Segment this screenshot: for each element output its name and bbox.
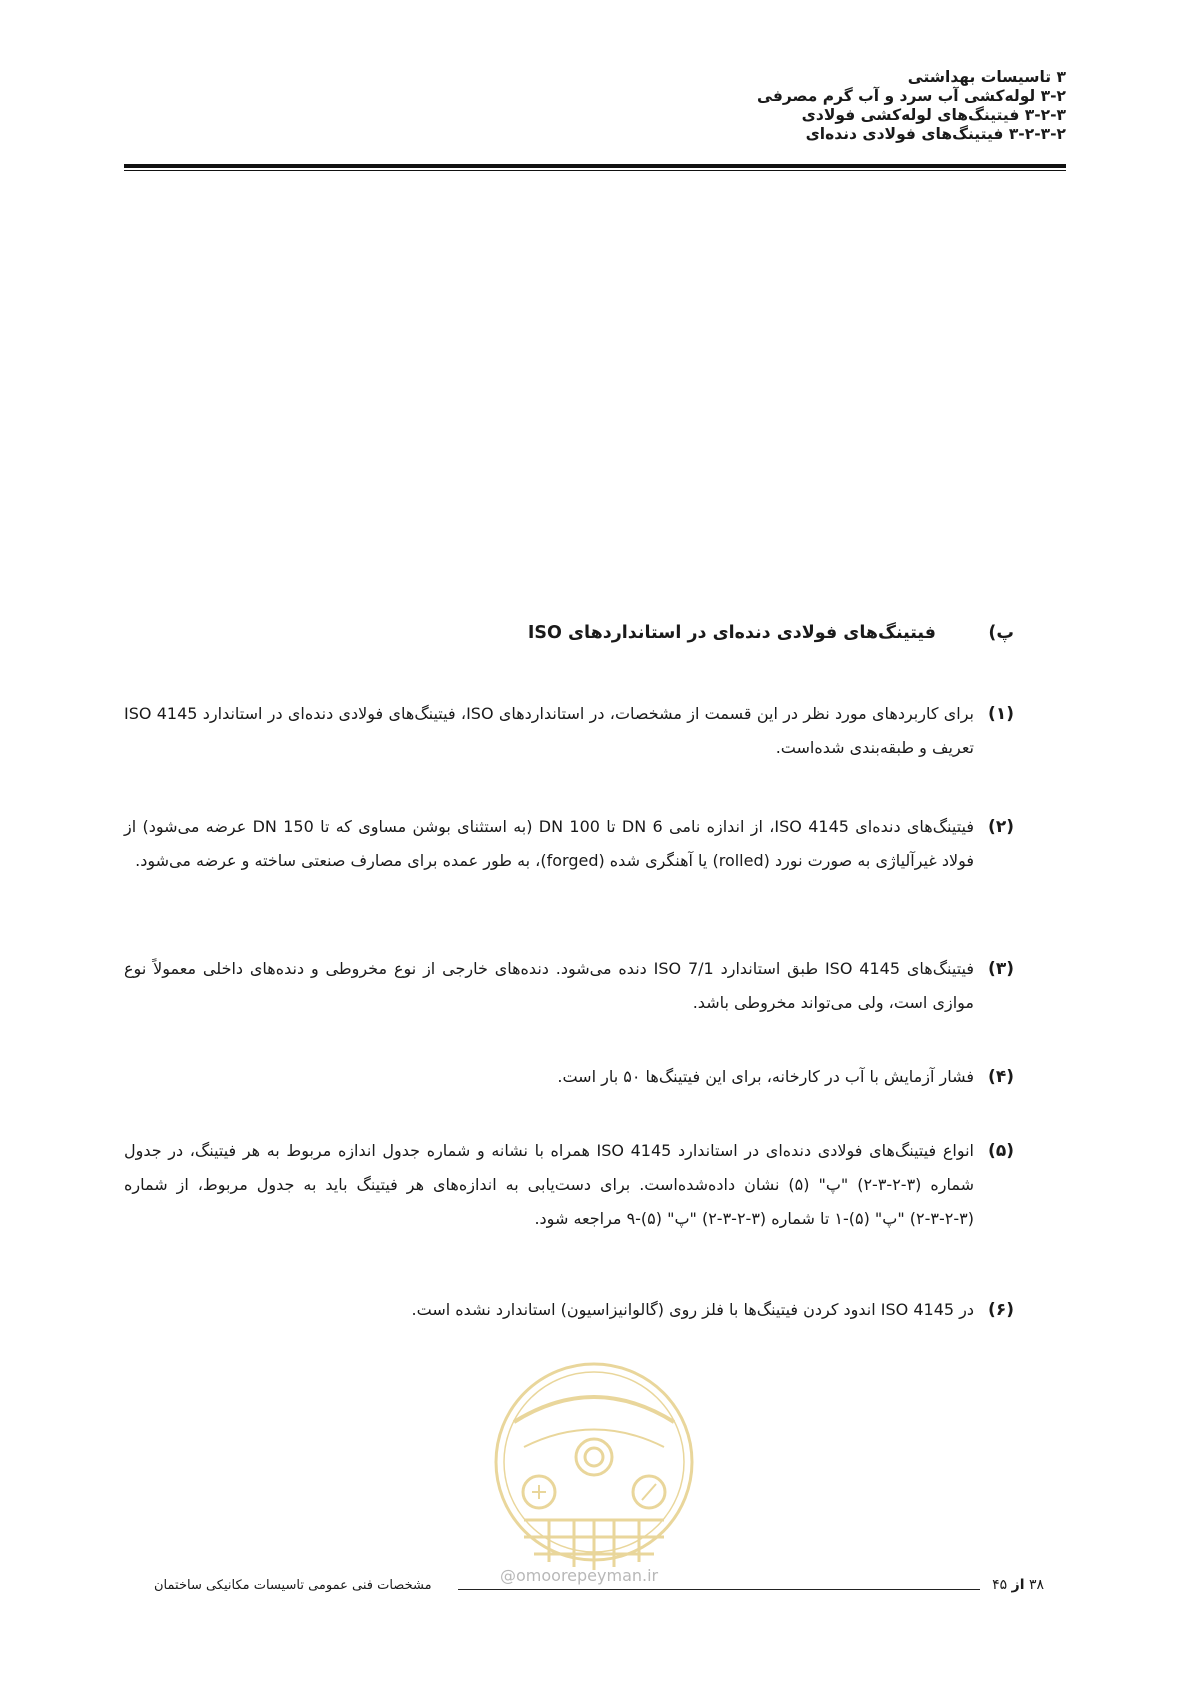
- paragraph-text: فیتینگ‌های ISO 4145 طبق استاندارد ISO 7/1 دنده می‌شود. دنده‌های خارجی از نوع مخروطی و دنده‌های داخلی معمولاً نوع موازی است، ولی می‌تواند مخروطی باشد.: [124, 959, 974, 1012]
- paragraph-1: [124, 697, 1014, 765]
- paragraph-6: [124, 1293, 1014, 1327]
- footer-divider: [458, 1589, 980, 1590]
- page-header: [124, 68, 1066, 144]
- header-chapter: ۳ تاسیسات بهداشتی: [907, 68, 1066, 86]
- paragraph-4: [124, 1060, 1014, 1094]
- header-divider-thick: [124, 164, 1066, 168]
- watermark-url: @omoorepeyman.ir: [500, 1566, 659, 1585]
- paragraph-2: [124, 810, 1014, 878]
- paragraph-number: (۴): [988, 1067, 1014, 1087]
- paragraph-text: برای کاربردهای مورد نظر در این قسمت از مشخصات، در استانداردهای ISO، فیتینگ‌های فولادی دنده‌ای در استاندارد ISO 4145 تعریف و طبقه‌بندی شده‌است.: [124, 704, 975, 757]
- watermark-logo: [484, 1352, 704, 1592]
- paragraph-number: (۵): [988, 1141, 1014, 1161]
- header-subsubsection: ۳-۲-۳-۲ فیتینگ‌های فولادی دنده‌ای: [805, 125, 1066, 143]
- header-divider-thin: [124, 170, 1066, 171]
- page-total: ۴۵: [992, 1577, 1008, 1593]
- page-of: از: [1011, 1577, 1025, 1593]
- header-section: ۳-۲ لوله‌کشی آب سرد و آب گرم مصرفی: [757, 87, 1066, 105]
- paragraph-text: انواع فیتینگ‌های فولادی دنده‌ای در استاندارد ISO 4145 همراه با نشانه و شماره جدول اندازه مربوط به هر فیتینگ، در جدول شماره (۳-۲-۳-۲) "پ" (۵) نشان داده‌شده‌است. برای دست‌یابی به اندازه‌های هر فیتینگ باید به جدول مربوط، از شماره (۳-۲-۳-۲) "پ" (۵)-۱ تا شماره (۳-۲-۳-۲) "پ" (۵)-۹ مراجعه شود.: [124, 1141, 975, 1228]
- footer-page-number: [992, 1577, 1044, 1593]
- footer-title: مشخصات فنی عمومی تاسیسات مکانیکی ساختمان: [154, 1578, 432, 1593]
- section-title: فیتینگ‌های فولادی دنده‌ای در استانداردهای ISO: [527, 623, 936, 643]
- paragraph-text: در ISO 4145 اندود کردن فیتینگ‌ها با فلز روی (گالوانیزاسیون) استاندارد نشده است.: [411, 1300, 974, 1319]
- paragraph-text: فشار آزمایش با آب در کارخانه، برای این فیتینگ‌ها ۵۰ بار است.: [557, 1067, 974, 1086]
- paragraph-text: فیتینگ‌های دنده‌ای ISO 4145، از اندازه نامی DN 6 تا DN 100 (به استثنای بوشن مساوی که تا DN 150 عرضه می‌شود) از فولاد غیرآلیاژی به صورت نورد (rolled) یا آهنگری شده (forged)، به طور عمده برای مصارف صنعتی ساخته و عرضه می‌شود.: [124, 817, 975, 870]
- paragraph-number: (۳): [988, 959, 1014, 979]
- header-subsection: ۳-۲-۳ فیتینگ‌های لوله‌کشی فولادی: [801, 106, 1066, 124]
- page-current: ۳۸: [1028, 1577, 1044, 1593]
- paragraph-3: [124, 952, 1014, 1020]
- section-letter: پ): [988, 623, 1014, 643]
- paragraph-number: (۱): [988, 704, 1014, 724]
- paragraph-number: (۲): [988, 817, 1014, 837]
- paragraph-5: [124, 1134, 1014, 1236]
- paragraph-number: (۶): [988, 1300, 1014, 1320]
